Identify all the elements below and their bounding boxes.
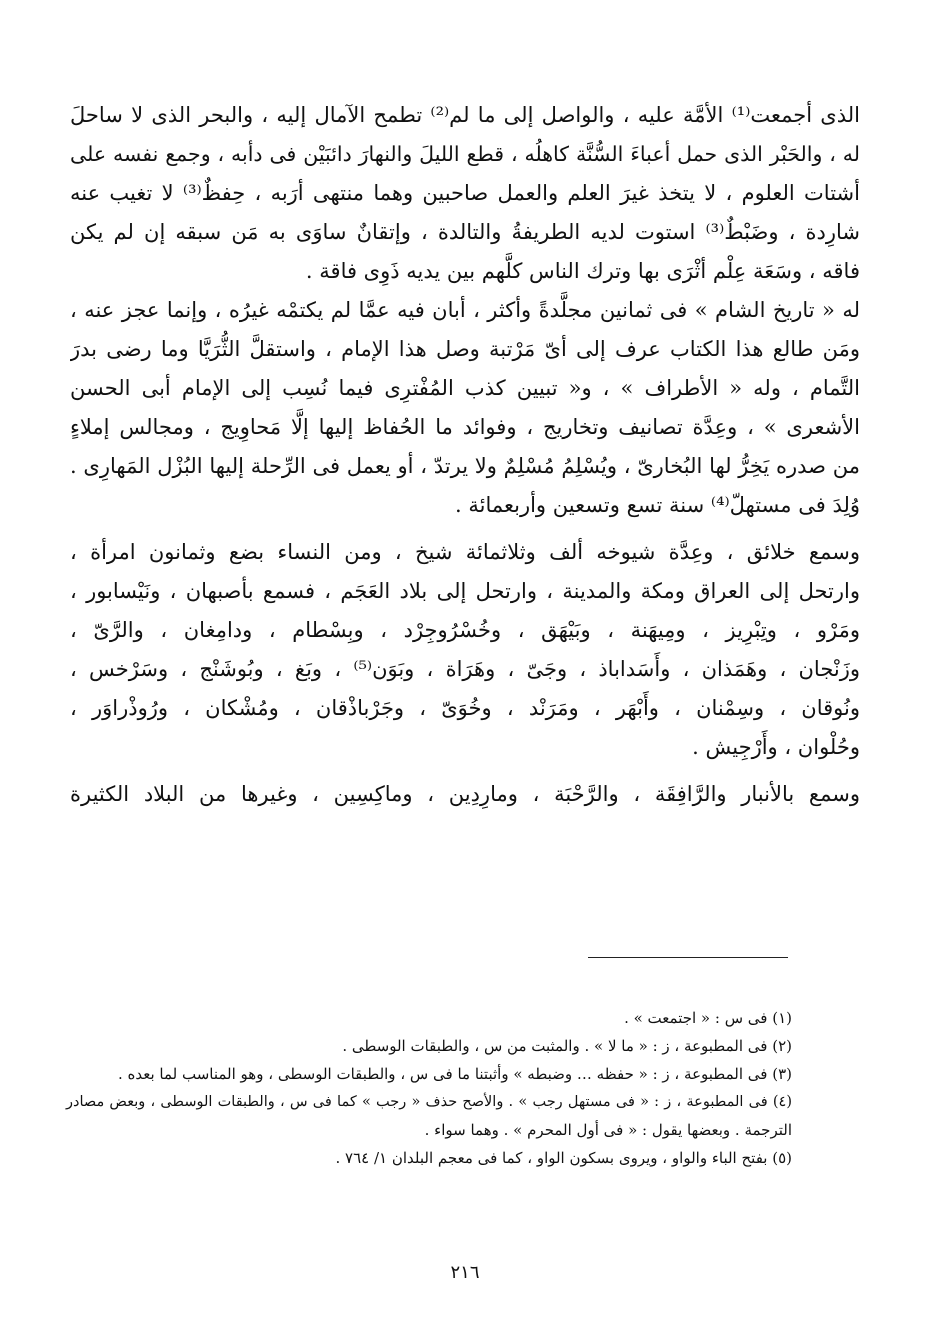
footnote-continuation: الترجمة . وبعضها يقول : « فى أول المحرم » . وهما سواء . <box>424 1121 792 1139</box>
text-line: ومَن طالع هذا الكتاب عرف إلى أىّ مَرْتبة وصل هذا الإمام ، واستقلَّ الثُّرَيَّا وما رضى بدرَ <box>70 337 860 361</box>
footnote: (٥) بفتح الباء والواو ، ويروى بسكون الواو ، كما فى معجم البلدان ١/ ٧٦٤ . <box>335 1149 792 1167</box>
text-line: التَّمام ، وله « الأطراف » ، و« تبيين كذب المُفْترِى فيما نُسِب إلى الإمام أبى الحسن <box>70 376 860 400</box>
text-line: له « تاريخ الشام » فى ثمانين مجلَّدةً وأكثر ، أبان فيه عمَّا لم يكتمْه غيرُه ، وإنما عجز عنه ، <box>70 298 860 322</box>
text-line: من صدره يَخِرُّ لها البُخارىّ ، ويُسْلِمُ مُسْلِمٌ ولا يرتدّ ، أو يعمل فى الرِّحلة إليها البُزْل المَهارِى . <box>70 454 860 478</box>
footnotes <box>66 1004 792 1172</box>
footnote: (٢) فى المطبوعة ، ز : « ما لا » . والمثبت من س ، والطبقات الوسطى . <box>342 1037 792 1055</box>
text-line: شارِدة ، وضَبْطٌ⁽³⁾ استوت لديه الطريفةُ والتالدة ، وإتقانٌ ساوَى به مَن سبقه إن لم يكن <box>70 220 860 244</box>
footnote: (٤) فى المطبوعة ، ز : « فى مستهل رجب » . والأصح حذف « رجب » كما فى س ، والطبقات الوسطى ، وبعض مصادر <box>66 1094 792 1110</box>
page-number: ٢١٦ <box>450 1262 480 1283</box>
footnote: (٣) فى المطبوعة ، ز : « حفظه … وضبطه » وأثبتنا ما فى س ، والطبقات الوسطى ، وهو المناسب لما بعده . <box>117 1065 792 1083</box>
text-line: الذى أجمعت⁽¹⁾ الأمَّة عليه ، والواصل إلى ما لم⁽²⁾ تطمح الآمال إليه ، والبحر الذى لا ساحلَ <box>70 103 860 127</box>
text-line: له ، والحَبْر الذى حمل أعباءَ السُّنَّة كاهلُه ، قطع الليلَ والنهارَ دائبَيْن فى دأبه ، وجمع نفسه على <box>70 142 860 166</box>
text-line: وسمع بالأنبار والرَّافِقَة ، والرَّحْبَة ، ومارِدِين ، وماكِسِين ، وغيرها من البلاد الكثيرة <box>70 782 860 806</box>
main-text <box>70 96 860 814</box>
text-line: وحُلْوان ، وأَرْجِيش . <box>692 735 860 759</box>
text-line: ومَرْو ، وتِبْرِيز ، ومِيهَنة ، وبَيْهَق ، وخُسْرُوجِرْد ، وبِسْطام ، ودامِغان ، والرَّىّ ، <box>70 618 860 642</box>
text-line: وسمع خلائق ، وعِدَّة شيوخه ألف وثلاثمائة شيخ ، ومن النساء بضع وثمانون امرأة ، <box>70 540 860 564</box>
text-line: وارتحل إلى العراق ومكة والمدينة ، وارتحل إلى بلاد العَجَم ، فسمع بأصبهان ، ونَيْسابور ، <box>70 579 860 603</box>
text-line: وُلِدَ فى مستهلّ⁽⁴⁾ سنة تسع وتسعين وأربعمائة . <box>454 493 860 517</box>
text-line: الأشعرى » ، وعِدَّة تصانيف وتخاريج ، وفوائد ما الحُفاظ إليها إلَّا مَحاوِيج ، ومجالس إملاءٍ <box>70 415 860 439</box>
footnote-separator <box>588 957 788 958</box>
text-line: وزَنْجان ، وهَمَذان ، وأَسَداباذ ، وجَىّ ، وهَرَاة ، وبَوَن⁽⁵⁾ ، وبَغ ، وبُوشَنْج ، وسَرْخس ، <box>70 657 860 681</box>
text-line: فاقه ، وسَعَة عِلْم أثْرَى بها وترك الناس كلَّهم بين يديه ذَوِى فاقة . <box>305 259 860 283</box>
footnote: (١) فى س : « اجتمعت » . <box>624 1009 792 1027</box>
text-line: ونُوقان ، وسِمْنان ، وأَبْهَر ، ومَرَنْد ، وخُوَىّ ، وجَرْباذْقان ، ومُشْكان ، ورُوذْراوَر ، <box>70 696 860 720</box>
text-line: أشتات العلوم ، لا يتخذ غيرَ العلم والعمل صاحبين وهما منتهى أرَبه ، حِفظٌ⁽³⁾ لا تغيب عنه <box>70 181 860 205</box>
